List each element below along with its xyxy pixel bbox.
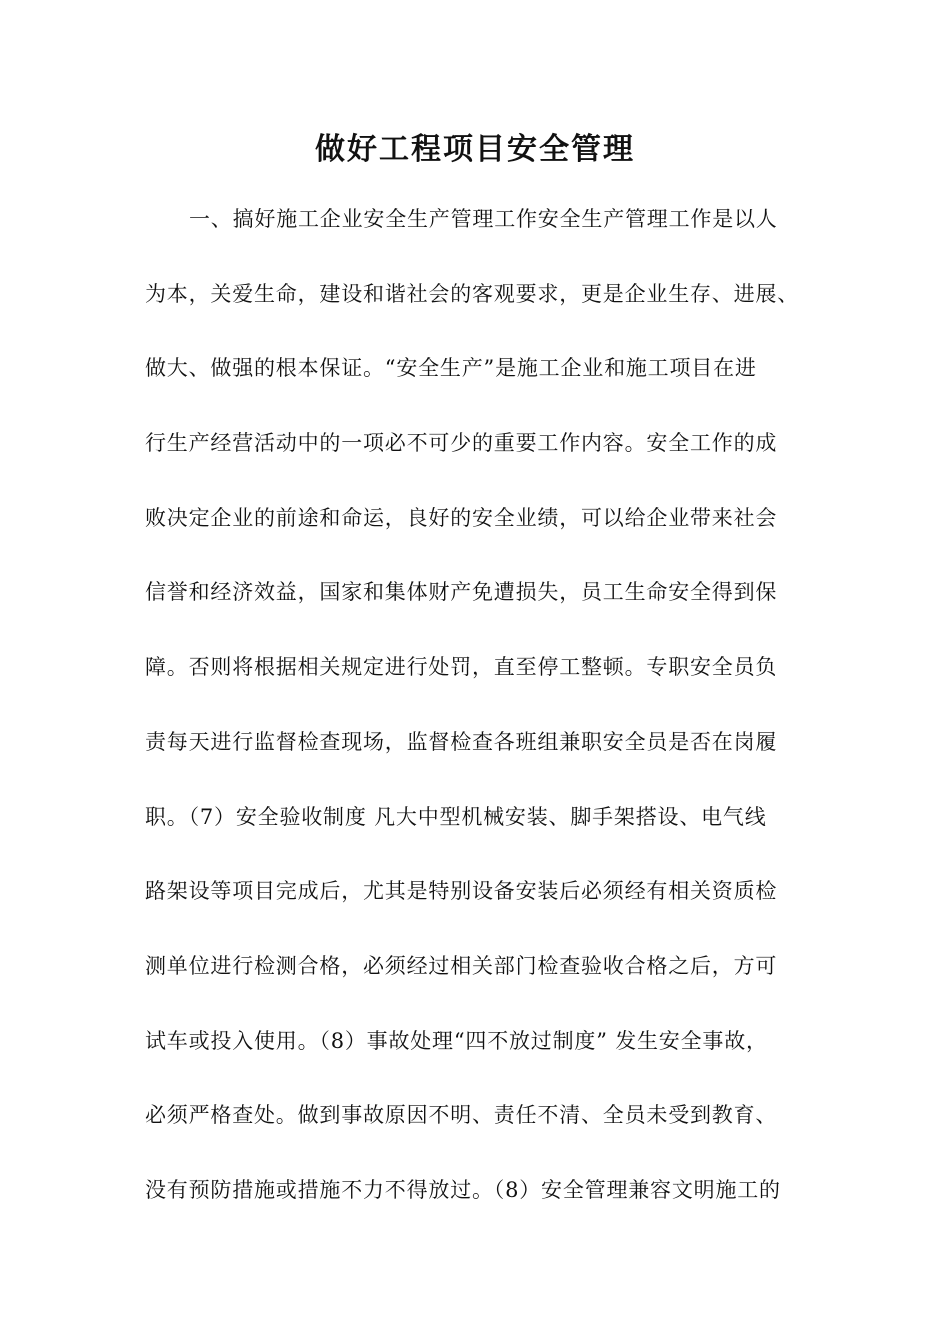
paragraph-line: 必须严格查处。做到事故原因不明、责任不清、全员未受到教育、: [145, 1103, 778, 1128]
paragraph-line: 一、搞好施工企业安全生产管理工作安全生产管理工作是以人: [189, 207, 778, 231]
document-title: 做好工程项目安全管理: [315, 132, 635, 167]
paragraph-line: 行生产经营活动中的一项必不可少的重要工作内容。安全工作的成: [145, 431, 778, 456]
paragraph-line: 路架设等项目完成后，尤其是特别设备安装后必须经有相关资质检: [145, 879, 778, 904]
paragraph-line: 没有预防措施或措施不力不得放过。（8）安全管理兼容文明施工的: [145, 1177, 781, 1202]
paragraph-line: 信誉和经济效益，国家和集体财产免遭损失，员工生命安全得到保: [145, 580, 778, 605]
paragraph-line: 做大、做强的根本保证。“安全生产”是施工企业和施工项目在进: [145, 356, 757, 381]
paragraph-line: 测单位进行检测合格，必须经过相关部门检查验收合格之后，方可: [145, 953, 778, 978]
document-body: [145, 199, 817, 1245]
paragraph-line: 责每天进行监督检查现场，监督检查各班组兼职安全员是否在岗履: [145, 729, 778, 754]
paragraph-line: 败决定企业的前途和命运，良好的安全业绩，可以给企业带来社会: [145, 505, 778, 530]
paragraph-line: 障。否则将根据相关规定进行处罚，直至停工整顿。专职安全员负: [145, 655, 778, 680]
paragraph-line: 试车或投入使用。（8）事故处理“四不放过制度” 发生安全事故，: [145, 1028, 768, 1053]
paragraph-line: 为本，关爱生命，建设和谐社会的客观要求，更是企业生存、进展、: [145, 281, 799, 306]
paragraph-line: 职。（7）安全验收制度 凡大中型机械安装、脚手架搭设、电气线: [145, 804, 767, 829]
